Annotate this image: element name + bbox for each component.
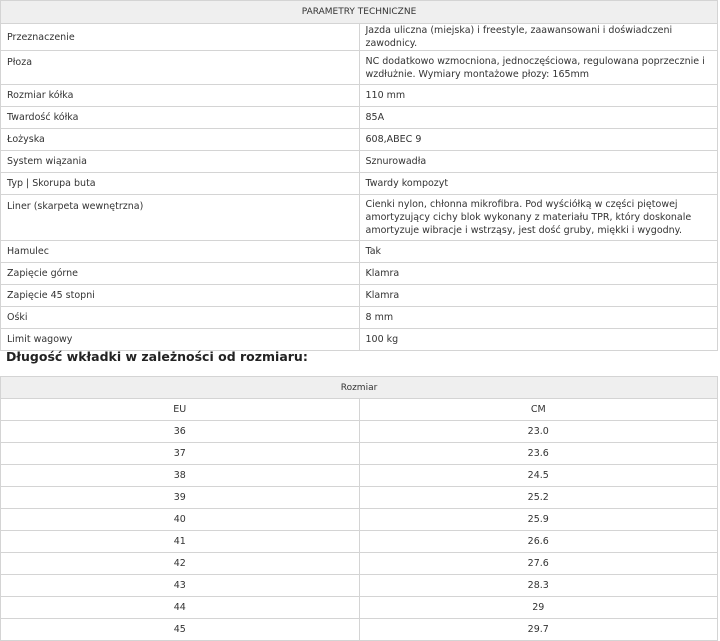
- table-row: [1, 173, 718, 195]
- table-row: [1, 307, 718, 329]
- row-value: 85A: [359, 107, 718, 129]
- row-value: 110 mm: [359, 85, 718, 107]
- table-header-row: [1, 377, 718, 399]
- cm-length-cell: 23.6: [359, 443, 718, 465]
- table-row: [1, 443, 718, 465]
- table-row: [1, 421, 718, 443]
- row-label: Zapięcie górne: [1, 263, 360, 285]
- eu-size-cell: 40: [1, 509, 360, 531]
- table-row: [1, 241, 718, 263]
- table-row: [1, 509, 718, 531]
- table-row: [1, 575, 718, 597]
- table-row: [1, 329, 718, 351]
- table-row: [1, 151, 718, 173]
- eu-size-cell: 44: [1, 597, 360, 619]
- row-label: Płoza: [1, 51, 360, 85]
- row-value: Klamra: [359, 285, 718, 307]
- eu-size-cell: 37: [1, 443, 360, 465]
- column-header-row: [1, 399, 718, 421]
- row-value: Sznurowadła: [359, 151, 718, 173]
- cm-length-cell: 25.2: [359, 487, 718, 509]
- row-label: Ośki: [1, 307, 360, 329]
- row-label: Twardość kółka: [1, 107, 360, 129]
- cm-length-cell: 26.6: [359, 531, 718, 553]
- eu-size-cell: 42: [1, 553, 360, 575]
- cm-length-cell: 28.3: [359, 575, 718, 597]
- table-row: [1, 531, 718, 553]
- row-label: Limit wagowy: [1, 329, 360, 351]
- row-label: Rozmiar kółka: [1, 85, 360, 107]
- table-row: [1, 263, 718, 285]
- cm-length-cell: 24.5: [359, 465, 718, 487]
- row-value: NC dodatkowo wzmocniona, jednoczęściowa, regulowana poprzecznie i wzdłużnie. Wymiary montażowe płozy: 165mm: [359, 51, 718, 85]
- row-value: 100 kg: [359, 329, 718, 351]
- row-value: Cienki nylon, chłonna mikrofibra. Pod wyściółką w części piętowej amortyzujący cichy blok wykonany z materiału TPR, który doskonale amortyzuje wibracje i wstrząsy, jest dość gruby, miękki i wygodny.: [359, 195, 718, 241]
- table-row: [1, 487, 718, 509]
- table-row: [1, 85, 718, 107]
- eu-size-cell: 39: [1, 487, 360, 509]
- table-row: [1, 24, 718, 51]
- eu-size-cell: 45: [1, 619, 360, 641]
- cm-length-cell: 25.9: [359, 509, 718, 531]
- table-row: [1, 107, 718, 129]
- table-row: [1, 619, 718, 641]
- table-row: [1, 465, 718, 487]
- table-title: Rozmiar: [1, 377, 718, 399]
- eu-size-cell: 38: [1, 465, 360, 487]
- column-header-eu: EU: [1, 399, 360, 421]
- eu-size-cell: 36: [1, 421, 360, 443]
- table-row: [1, 597, 718, 619]
- size-chart-table: [0, 376, 718, 641]
- row-value: Tak: [359, 241, 718, 263]
- table-row: [1, 129, 718, 151]
- row-label: Hamulec: [1, 241, 360, 263]
- row-value: Twardy kompozyt: [359, 173, 718, 195]
- table-title: PARAMETRY TECHNICZNE: [1, 1, 718, 24]
- cm-length-cell: 29.7: [359, 619, 718, 641]
- row-label: Typ | Skorupa buta: [1, 173, 360, 195]
- row-value: 8 mm: [359, 307, 718, 329]
- table-row: [1, 51, 718, 85]
- row-label: System wiązania: [1, 151, 360, 173]
- size-chart-heading: Długość wkładki w zależności od rozmiaru:: [6, 349, 308, 364]
- cm-length-cell: 23.0: [359, 421, 718, 443]
- row-label: Przeznaczenie: [1, 24, 360, 51]
- table-row: [1, 553, 718, 575]
- cm-length-cell: 29: [359, 597, 718, 619]
- eu-size-cell: 43: [1, 575, 360, 597]
- row-label: Liner (skarpeta wewnętrzna): [1, 195, 360, 241]
- row-value: Jazda uliczna (miejska) i freestyle, zaawansowani i doświadczeni zawodnicy.: [359, 24, 718, 51]
- row-label: Zapięcie 45 stopni: [1, 285, 360, 307]
- table-row: [1, 285, 718, 307]
- row-value: Klamra: [359, 263, 718, 285]
- table-header-row: [1, 1, 718, 24]
- table-row: [1, 195, 718, 241]
- row-value: 608,ABEC 9: [359, 129, 718, 151]
- cm-length-cell: 27.6: [359, 553, 718, 575]
- column-header-cm: CM: [359, 399, 718, 421]
- row-label: Łożyska: [1, 129, 360, 151]
- eu-size-cell: 41: [1, 531, 360, 553]
